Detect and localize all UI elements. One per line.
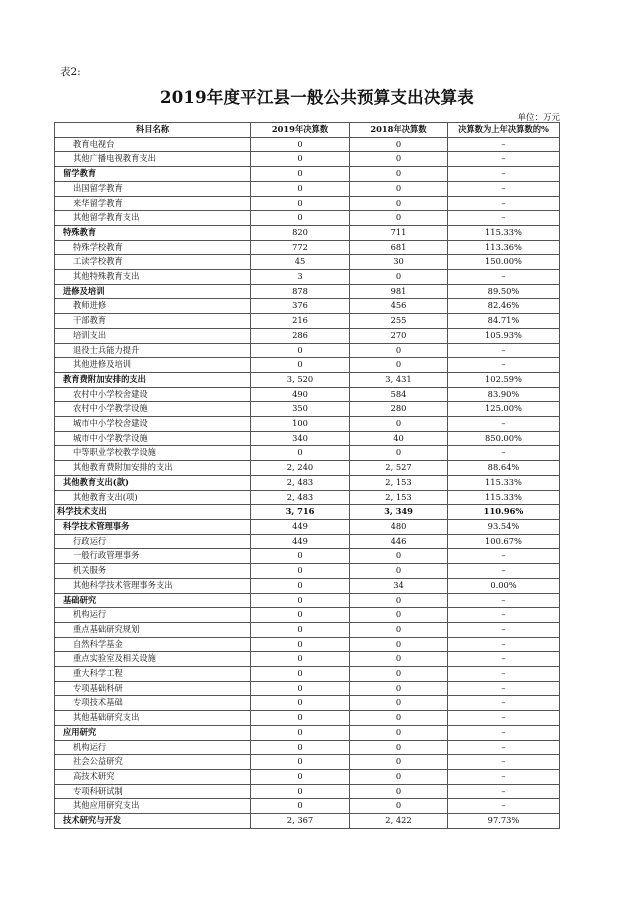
- row-ratio-value: –: [448, 167, 560, 182]
- row-subject-name: 特殊学校教育: [55, 240, 251, 255]
- row-ratio-value: 113.36%: [448, 240, 560, 255]
- row-2019-value: 0: [251, 799, 350, 814]
- row-subject-name: 其他教育支出(项): [55, 490, 251, 505]
- row-subject-name: 教育费附加安排的支出: [55, 372, 251, 387]
- row-ratio-value: –: [448, 622, 560, 637]
- table-row: [55, 299, 560, 314]
- row-2019-value: 0: [251, 549, 350, 564]
- row-ratio-value: –: [448, 667, 560, 682]
- row-subject-name: 其他特殊教育支出: [55, 270, 251, 285]
- table-row: [55, 505, 560, 520]
- row-2018-value: 0: [350, 608, 448, 623]
- table-row: [55, 519, 560, 534]
- row-subject-name: 其他进修及培训: [55, 358, 251, 373]
- row-2019-value: 286: [251, 328, 350, 343]
- row-subject-name: 留学教育: [55, 167, 251, 182]
- row-ratio-value: 89.50%: [448, 284, 560, 299]
- row-2018-value: 0: [350, 667, 448, 682]
- row-2019-value: 350: [251, 402, 350, 417]
- row-2019-value: 0: [251, 196, 350, 211]
- row-2019-value: 0: [251, 711, 350, 726]
- row-2019-value: 0: [251, 152, 350, 167]
- table-row: [55, 387, 560, 402]
- row-subject-name: 机关服务: [55, 564, 251, 579]
- row-ratio-value: 83.90%: [448, 387, 560, 402]
- row-ratio-value: 0.00%: [448, 578, 560, 593]
- row-ratio-value: 150.00%: [448, 255, 560, 270]
- table-row: [55, 622, 560, 637]
- row-subject-name: 专项基础科研: [55, 681, 251, 696]
- table-row: [55, 328, 560, 343]
- row-2018-value: 681: [350, 240, 448, 255]
- row-2018-value: 711: [350, 225, 448, 240]
- row-subject-name: 重大科学工程: [55, 667, 251, 682]
- row-2019-value: 820: [251, 225, 350, 240]
- table-row: [55, 372, 560, 387]
- row-ratio-value: –: [448, 637, 560, 652]
- table-row: [55, 784, 560, 799]
- row-2018-value: 0: [350, 211, 448, 226]
- row-2018-value: 0: [350, 711, 448, 726]
- row-subject-name: 应用研究: [55, 725, 251, 740]
- row-subject-name: 其他应用研究支出: [55, 799, 251, 814]
- row-2018-value: 34: [350, 578, 448, 593]
- table-row: [55, 402, 560, 417]
- row-subject-name: 中等职业学校教学设施: [55, 446, 251, 461]
- page-title: 2019年度平江县一般公共预算支出决算表: [160, 88, 474, 107]
- row-ratio-value: –: [448, 593, 560, 608]
- row-2018-value: 0: [350, 446, 448, 461]
- row-2019-value: 3, 716: [251, 505, 350, 520]
- table-row: [55, 431, 560, 446]
- row-2019-value: 0: [251, 740, 350, 755]
- row-2018-value: 584: [350, 387, 448, 402]
- row-2018-value: 30: [350, 255, 448, 270]
- row-subject-name: 社会公益研究: [55, 755, 251, 770]
- row-ratio-value: –: [448, 137, 560, 152]
- row-2019-value: 0: [251, 608, 350, 623]
- row-2018-value: 0: [350, 417, 448, 432]
- row-2019-value: 2, 367: [251, 814, 350, 829]
- table-row: [55, 461, 560, 476]
- row-2018-value: 0: [350, 740, 448, 755]
- table-row: [55, 137, 560, 152]
- row-2019-value: 0: [251, 769, 350, 784]
- row-subject-name: 技术研究与开发: [55, 814, 251, 829]
- row-ratio-value: –: [448, 152, 560, 167]
- row-ratio-value: –: [448, 564, 560, 579]
- row-2018-value: 0: [350, 593, 448, 608]
- row-subject-name: 农村中小学校舍建设: [55, 387, 251, 402]
- row-2019-value: 878: [251, 284, 350, 299]
- row-subject-name: 培训支出: [55, 328, 251, 343]
- row-2018-value: 2, 153: [350, 475, 448, 490]
- row-2019-value: 0: [251, 755, 350, 770]
- row-ratio-value: 850.00%: [448, 431, 560, 446]
- row-2018-value: 270: [350, 328, 448, 343]
- row-subject-name: 重点实验室及相关设施: [55, 652, 251, 667]
- row-subject-name: 城市中小学教学设施: [55, 431, 251, 446]
- table-row: [55, 270, 560, 285]
- row-2018-value: 0: [350, 358, 448, 373]
- row-2018-value: 456: [350, 299, 448, 314]
- table-row: [55, 740, 560, 755]
- row-ratio-value: –: [448, 343, 560, 358]
- row-ratio-value: –: [448, 358, 560, 373]
- row-2019-value: 772: [251, 240, 350, 255]
- row-2019-value: 45: [251, 255, 350, 270]
- table-row: [55, 181, 560, 196]
- row-ratio-value: 102.59%: [448, 372, 560, 387]
- row-subject-name: 干部教育: [55, 314, 251, 329]
- row-2019-value: 0: [251, 358, 350, 373]
- row-2019-value: 376: [251, 299, 350, 314]
- row-2018-value: 0: [350, 799, 448, 814]
- table-row: [55, 549, 560, 564]
- row-subject-name: 城市中小学校舍建设: [55, 417, 251, 432]
- table-row: [55, 196, 560, 211]
- row-subject-name: 专项技术基础: [55, 696, 251, 711]
- header-2019-actual: 2019年决算数: [251, 123, 350, 138]
- row-ratio-value: –: [448, 549, 560, 564]
- row-subject-name: 出国留学教育: [55, 181, 251, 196]
- row-subject-name: 其他基础研究支出: [55, 711, 251, 726]
- table-row: [55, 667, 560, 682]
- row-subject-name: 农村中小学教学设施: [55, 402, 251, 417]
- row-ratio-value: –: [448, 652, 560, 667]
- table-row: [55, 725, 560, 740]
- row-subject-name: 其他留学教育支出: [55, 211, 251, 226]
- row-2018-value: 3, 431: [350, 372, 448, 387]
- unit-label: 单位：万元: [517, 113, 560, 123]
- table-row: [55, 814, 560, 829]
- table-row: [55, 593, 560, 608]
- row-2019-value: 0: [251, 137, 350, 152]
- row-2018-value: 0: [350, 652, 448, 667]
- row-2018-value: 2, 422: [350, 814, 448, 829]
- table-row: [55, 608, 560, 623]
- row-2018-value: 0: [350, 181, 448, 196]
- row-subject-name: 机构运行: [55, 740, 251, 755]
- row-subject-name: 教育电视台: [55, 137, 251, 152]
- table-row: [55, 446, 560, 461]
- table-row: [55, 314, 560, 329]
- row-2018-value: 3, 349: [350, 505, 448, 520]
- table-row: [55, 152, 560, 167]
- row-subject-name: 其他教育费附加安排的支出: [55, 461, 251, 476]
- row-ratio-value: –: [448, 799, 560, 814]
- table-body: [55, 137, 560, 828]
- row-2018-value: 40: [350, 431, 448, 446]
- row-2019-value: 449: [251, 534, 350, 549]
- row-subject-name: 其他教育支出(款): [55, 475, 251, 490]
- table-row: [55, 755, 560, 770]
- table-row: [55, 769, 560, 784]
- table-row: [55, 711, 560, 726]
- row-2018-value: 0: [350, 696, 448, 711]
- row-subject-name: 其他广播电视教育支出: [55, 152, 251, 167]
- table-row: [55, 475, 560, 490]
- row-ratio-value: 110.96%: [448, 505, 560, 520]
- row-2019-value: 2, 483: [251, 475, 350, 490]
- row-2019-value: 216: [251, 314, 350, 329]
- table-row: [55, 343, 560, 358]
- header-subject-name: 科目名称: [55, 123, 251, 138]
- row-ratio-value: –: [448, 711, 560, 726]
- row-2018-value: 0: [350, 622, 448, 637]
- table-row: [55, 225, 560, 240]
- row-ratio-value: –: [448, 196, 560, 211]
- row-ratio-value: 115.33%: [448, 225, 560, 240]
- table-row: [55, 255, 560, 270]
- row-2019-value: 0: [251, 622, 350, 637]
- row-2018-value: 2, 527: [350, 461, 448, 476]
- row-subject-name: 退役士兵能力提升: [55, 343, 251, 358]
- row-ratio-value: 82.46%: [448, 299, 560, 314]
- row-2019-value: 0: [251, 181, 350, 196]
- row-ratio-value: –: [448, 769, 560, 784]
- table-row: [55, 799, 560, 814]
- row-ratio-value: 100.67%: [448, 534, 560, 549]
- row-ratio-value: –: [448, 740, 560, 755]
- row-ratio-value: –: [448, 211, 560, 226]
- row-subject-name: 来华留学教育: [55, 196, 251, 211]
- table-header-row: [55, 123, 560, 138]
- table-row: [55, 490, 560, 505]
- row-2019-value: 0: [251, 784, 350, 799]
- row-ratio-value: –: [448, 696, 560, 711]
- row-subject-name: 专项科研试制: [55, 784, 251, 799]
- row-2019-value: 2, 483: [251, 490, 350, 505]
- row-2019-value: 0: [251, 446, 350, 461]
- row-subject-name: 行政运行: [55, 534, 251, 549]
- row-2019-value: 0: [251, 696, 350, 711]
- table-row: [55, 358, 560, 373]
- row-2018-value: 0: [350, 343, 448, 358]
- row-ratio-value: –: [448, 270, 560, 285]
- row-2019-value: 0: [251, 667, 350, 682]
- row-2018-value: 0: [350, 725, 448, 740]
- table-number-label: 表2:: [60, 66, 81, 78]
- row-2019-value: 340: [251, 431, 350, 446]
- row-2018-value: 0: [350, 564, 448, 579]
- row-2019-value: 0: [251, 211, 350, 226]
- table-row: [55, 211, 560, 226]
- table-row: [55, 417, 560, 432]
- row-2018-value: 0: [350, 681, 448, 696]
- table-row: [55, 681, 560, 696]
- table-row: [55, 652, 560, 667]
- row-subject-name: 基础研究: [55, 593, 251, 608]
- row-subject-name: 科学技术支出: [55, 505, 251, 520]
- row-ratio-value: –: [448, 681, 560, 696]
- row-2019-value: 100: [251, 417, 350, 432]
- header-2018-actual: 2018年决算数: [350, 123, 448, 138]
- row-ratio-value: 84.71%: [448, 314, 560, 329]
- row-2018-value: 0: [350, 196, 448, 211]
- row-2018-value: 0: [350, 769, 448, 784]
- row-2018-value: 981: [350, 284, 448, 299]
- row-ratio-value: –: [448, 608, 560, 623]
- table-row: [55, 637, 560, 652]
- row-2019-value: 490: [251, 387, 350, 402]
- row-ratio-value: –: [448, 725, 560, 740]
- header-ratio: 决算数为上年决算数的%: [448, 123, 560, 138]
- row-2018-value: 0: [350, 755, 448, 770]
- budget-table: [54, 122, 560, 829]
- row-subject-name: 一般行政管理事务: [55, 549, 251, 564]
- table-row: [55, 696, 560, 711]
- row-2018-value: 0: [350, 784, 448, 799]
- row-ratio-value: –: [448, 446, 560, 461]
- table-row: [55, 167, 560, 182]
- row-2018-value: 280: [350, 402, 448, 417]
- table-row: [55, 564, 560, 579]
- row-2018-value: 0: [350, 137, 448, 152]
- row-2019-value: 0: [251, 343, 350, 358]
- row-ratio-value: 97.73%: [448, 814, 560, 829]
- row-2019-value: 0: [251, 564, 350, 579]
- row-ratio-value: 93.54%: [448, 519, 560, 534]
- row-subject-name: 机构运行: [55, 608, 251, 623]
- row-2019-value: 3, 520: [251, 372, 350, 387]
- row-ratio-value: –: [448, 784, 560, 799]
- row-subject-name: 高技术研究: [55, 769, 251, 784]
- row-2019-value: 0: [251, 578, 350, 593]
- row-2019-value: 2, 240: [251, 461, 350, 476]
- row-2019-value: 3: [251, 270, 350, 285]
- row-subject-name: 教师进修: [55, 299, 251, 314]
- row-2018-value: 255: [350, 314, 448, 329]
- row-2019-value: 0: [251, 652, 350, 667]
- table-row: [55, 284, 560, 299]
- row-subject-name: 工读学校教育: [55, 255, 251, 270]
- row-subject-name: 科学技术管理事务: [55, 519, 251, 534]
- row-2018-value: 0: [350, 167, 448, 182]
- row-2019-value: 0: [251, 637, 350, 652]
- row-ratio-value: 115.33%: [448, 475, 560, 490]
- row-2018-value: 2, 153: [350, 490, 448, 505]
- row-2019-value: 0: [251, 593, 350, 608]
- row-2018-value: 446: [350, 534, 448, 549]
- row-subject-name: 自然科学基金: [55, 637, 251, 652]
- row-2019-value: 0: [251, 167, 350, 182]
- row-subject-name: 进修及培训: [55, 284, 251, 299]
- row-subject-name: 重点基础研究规划: [55, 622, 251, 637]
- row-2019-value: 449: [251, 519, 350, 534]
- row-ratio-value: –: [448, 417, 560, 432]
- row-ratio-value: –: [448, 181, 560, 196]
- table-row: [55, 240, 560, 255]
- table-row: [55, 578, 560, 593]
- row-subject-name: 特殊教育: [55, 225, 251, 240]
- row-2018-value: 0: [350, 549, 448, 564]
- row-2019-value: 0: [251, 725, 350, 740]
- row-2019-value: 0: [251, 681, 350, 696]
- row-ratio-value: 125.00%: [448, 402, 560, 417]
- row-ratio-value: 105.93%: [448, 328, 560, 343]
- row-subject-name: 其他科学技术管理事务支出: [55, 578, 251, 593]
- row-ratio-value: –: [448, 755, 560, 770]
- row-2018-value: 0: [350, 152, 448, 167]
- row-2018-value: 0: [350, 270, 448, 285]
- row-2018-value: 0: [350, 637, 448, 652]
- table-row: [55, 534, 560, 549]
- row-ratio-value: 88.64%: [448, 461, 560, 476]
- row-2018-value: 480: [350, 519, 448, 534]
- row-ratio-value: 115.33%: [448, 490, 560, 505]
